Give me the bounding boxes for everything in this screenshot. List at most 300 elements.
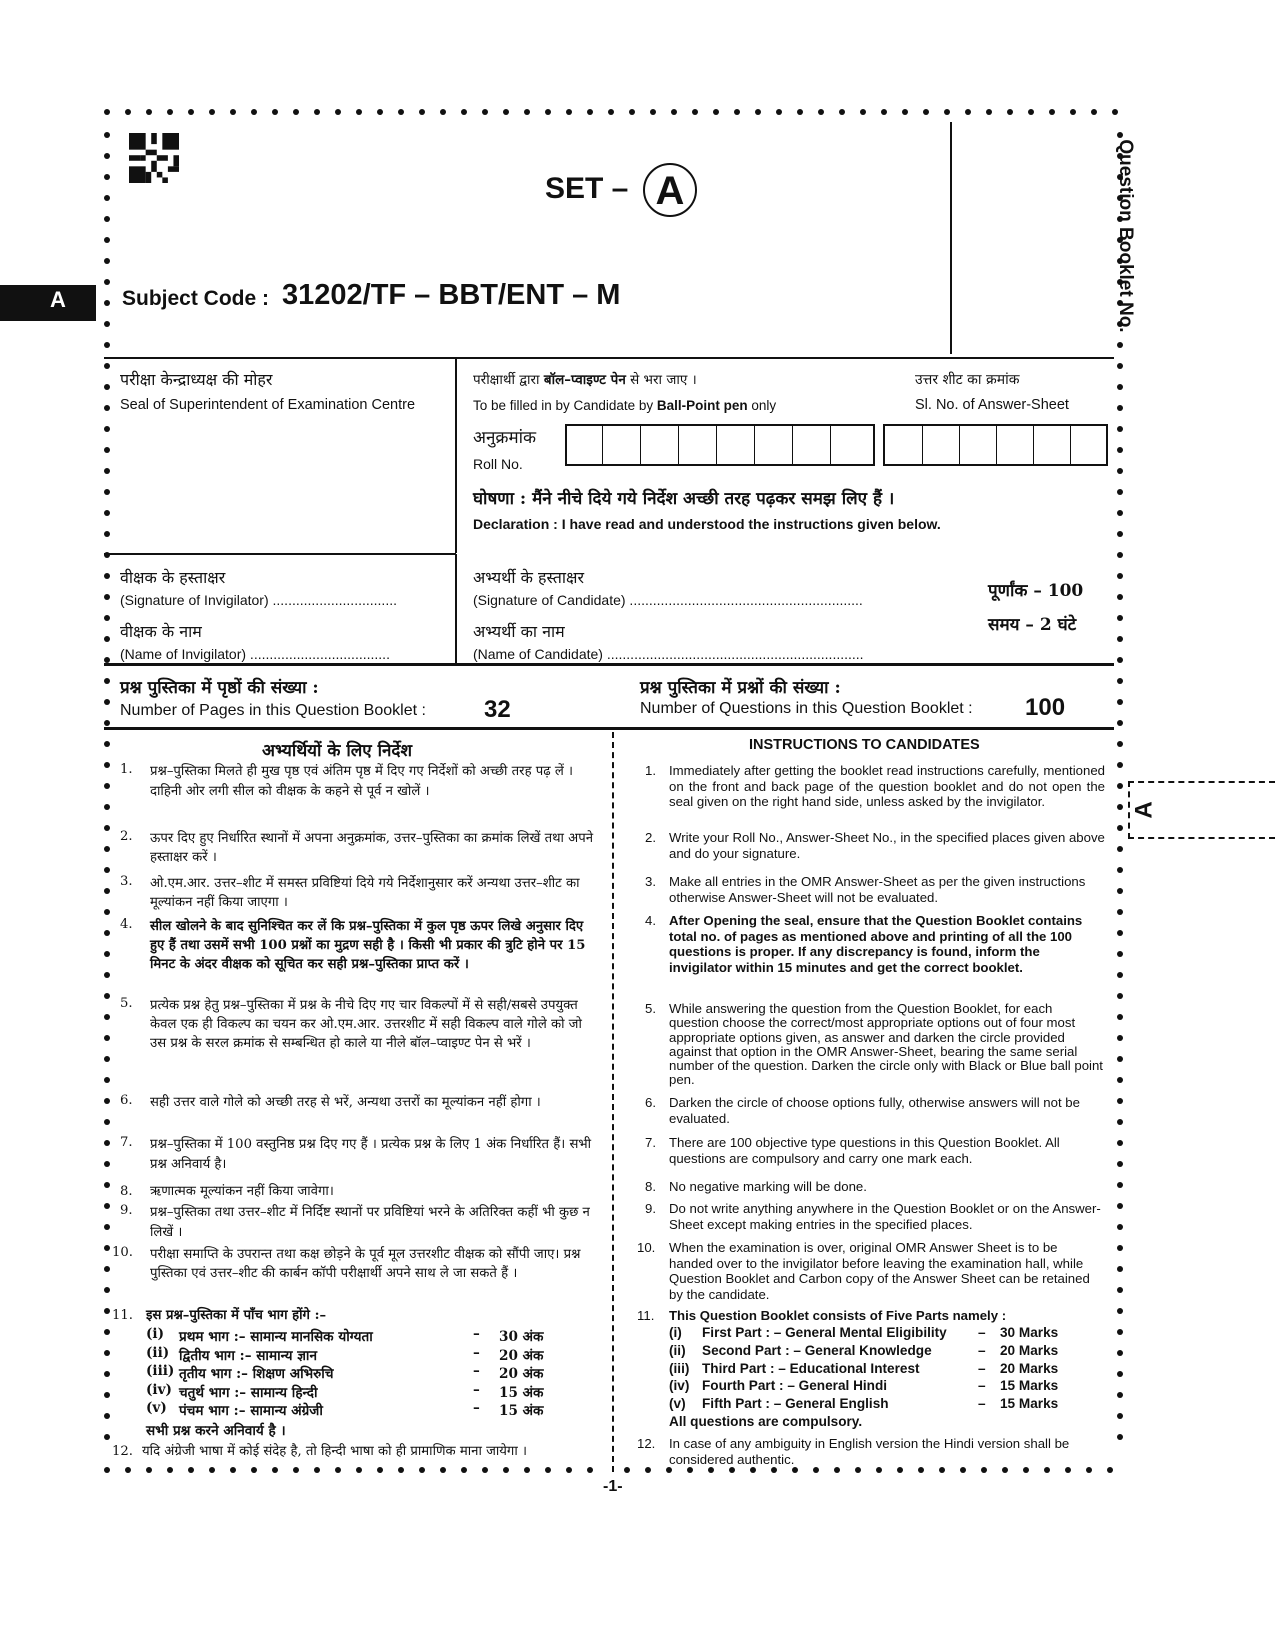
en-instruction-number: 11. — [637, 1308, 655, 1323]
border-dot — [104, 573, 110, 579]
border-dot — [708, 1467, 714, 1473]
hi-instruction — [120, 762, 598, 802]
border-dot — [944, 109, 950, 115]
declaration-hi: घोषणा : मैंने नीचे दिये गये निर्देश अच्छी तरह पढ़कर समझ लिए हैं । — [473, 489, 895, 509]
en-instruction-number: 10. — [637, 1240, 656, 1255]
border-dot — [482, 109, 488, 115]
questions-hi: प्रश्न पुस्तिका में प्रश्नों की संख्या : — [640, 678, 841, 698]
border-dot — [104, 1350, 110, 1356]
border-dot — [419, 109, 425, 115]
border-dot — [713, 109, 719, 115]
en-instruction-text: Write your Roll No., Answer-Sheet No., in the specified places given above and do your signature. — [669, 830, 1105, 861]
border-dot — [104, 720, 110, 726]
border-dot — [1117, 1056, 1123, 1062]
border-dot — [104, 1140, 110, 1146]
border-dot — [1117, 1371, 1123, 1377]
border-dot — [104, 1119, 110, 1125]
border-dot — [104, 825, 110, 831]
border-dot — [104, 405, 110, 411]
part-dash: – — [473, 1344, 480, 1361]
border-dot — [377, 109, 383, 115]
border-dot — [1117, 888, 1123, 894]
border-dot — [545, 109, 551, 115]
border-dot — [1117, 930, 1123, 936]
border-dot — [1117, 405, 1123, 411]
en-instruction-text: While answering the question from the Question Booklet, for each question choose the correct/most appropriate options out of four most appropriate options given, as answer and darken the circle provided against that option in the OMR Answer-Sheet, bearing the same serial number of the question. Darken the circle only with Black or Blue ball point pen. — [669, 1001, 1103, 1088]
border-dot — [104, 1392, 110, 1398]
border-dot — [897, 1467, 903, 1473]
border-dot — [104, 258, 110, 264]
border-dot — [1117, 846, 1123, 852]
max-marks: पूर्णांक – 100 — [988, 581, 1084, 601]
border-dot — [104, 762, 110, 768]
border-dot — [104, 216, 110, 222]
cand-name-en: (Name of Candidate) .................................................................. — [473, 646, 864, 662]
part-roman: (iii) — [146, 1363, 175, 1379]
hi-instruction-number: 7. — [120, 1135, 133, 1150]
border-dot — [314, 1467, 320, 1473]
border-dot — [104, 909, 110, 915]
border-dot — [104, 678, 110, 684]
en-instruction — [645, 1201, 1105, 1232]
part-roman: (i) — [669, 1325, 682, 1340]
fill-en — [473, 398, 776, 413]
border-dot — [729, 1467, 735, 1473]
border-dot — [293, 1467, 299, 1473]
pages-value: 32 — [484, 696, 511, 723]
en-instruction — [637, 1436, 1105, 1467]
border-dot — [1117, 1308, 1123, 1314]
border-dot — [1117, 1329, 1123, 1335]
part-marks: 20 अंक — [499, 1347, 544, 1364]
border-dot — [104, 237, 110, 243]
border-dot — [104, 1287, 110, 1293]
border-dot — [104, 1161, 110, 1167]
border-dot — [1117, 1203, 1123, 1209]
hi-instruction-text: ऊपर दिए हुए निर्धारित स्थानों में अपना अनुक्रमांक, उत्तर–पुस्तिका का क्रमांक लिखें तथा अपने हस्ताक्षर करें । — [150, 831, 594, 865]
border-dot — [1117, 909, 1123, 915]
hi-instruction — [120, 1135, 598, 1175]
en-instruction-text: No negative marking will be done. — [669, 1179, 867, 1194]
answer-sheet-number-boxes[interactable] — [883, 424, 1108, 466]
border-dot — [876, 1467, 882, 1473]
border-dot — [356, 109, 362, 115]
border-dot — [750, 1467, 756, 1473]
border-dot — [1117, 426, 1123, 432]
fill-en-post: only — [747, 398, 777, 413]
border-dot — [104, 1035, 110, 1041]
border-dot — [671, 109, 677, 115]
border-dot — [1117, 972, 1123, 978]
border-dot — [104, 468, 110, 474]
border-dot — [146, 1467, 152, 1473]
border-dot — [188, 1467, 194, 1473]
fill-en-bold: Ball-Point pen — [656, 398, 748, 413]
border-dot — [1049, 109, 1055, 115]
hi-instruction — [120, 1184, 598, 1200]
border-dot — [587, 109, 593, 115]
border-dot — [104, 1467, 110, 1473]
border-dot — [104, 1203, 110, 1209]
en-instruction-number: 8. — [645, 1179, 656, 1194]
border-dot — [1117, 1392, 1123, 1398]
hi-instruction — [120, 1093, 598, 1112]
border-dot — [461, 109, 467, 115]
border-dot — [1117, 783, 1123, 789]
hi-instruction — [112, 1444, 598, 1460]
border-dot — [104, 1329, 110, 1335]
border-dot — [272, 1467, 278, 1473]
seal-en: Seal of Superintendent of Examination Centre — [120, 397, 416, 413]
hi-instruction-text: यदि अंग्रेजी भाषा में कोई संदेह है, तो हिन्दी भाषा को ही प्रामाणिक माना जायेगा । — [142, 1444, 527, 1459]
border-dot — [939, 1467, 945, 1473]
border-dot — [104, 300, 110, 306]
border-dot — [1117, 951, 1123, 957]
hi-instruction-number: 12. — [112, 1444, 133, 1459]
hi-instruction — [112, 1245, 598, 1283]
en-instruction — [645, 874, 1105, 905]
border-dot — [104, 993, 110, 999]
fill-hi-pre: परीक्षार्थी द्वारा — [473, 372, 544, 388]
border-dot — [813, 1467, 819, 1473]
border-dot — [965, 109, 971, 115]
page-number: -1- — [603, 1478, 623, 1495]
border-dot — [986, 109, 992, 115]
border-dot — [104, 279, 110, 285]
border-dot — [1117, 720, 1123, 726]
hi-instruction-number: 11. — [112, 1308, 133, 1323]
part-marks: 15 Marks — [1000, 1396, 1059, 1412]
en-instruction-number: 2. — [645, 830, 656, 845]
booklet-no-divider — [950, 122, 952, 354]
en-heading: INSTRUCTIONS TO CANDIDATES — [749, 737, 980, 753]
border-dot — [377, 1467, 383, 1473]
border-dot — [1117, 804, 1123, 810]
border-dot — [104, 930, 110, 936]
border-dot — [1086, 1467, 1092, 1473]
border-dot — [104, 1371, 110, 1377]
part-name: तृतीय भाग :– शिक्षण अभिरुचि — [179, 1366, 334, 1382]
border-dot — [104, 342, 110, 348]
cand-name-hi: अभ्यर्थी का नाम — [473, 622, 565, 641]
border-dot — [1117, 1434, 1123, 1440]
border-dot — [419, 1467, 425, 1473]
border-dot — [503, 109, 509, 115]
border-dot — [1117, 1182, 1123, 1188]
part-marks: 15 Marks — [1000, 1378, 1059, 1394]
roll-number-boxes[interactable] — [565, 424, 875, 466]
en-instruction — [645, 913, 1105, 975]
border-dot — [818, 109, 824, 115]
border-dot — [524, 109, 530, 115]
border-dot — [440, 1467, 446, 1473]
border-dot — [1117, 531, 1123, 537]
border-dot — [1117, 1077, 1123, 1083]
border-dot — [981, 1467, 987, 1473]
border-dot — [1117, 615, 1123, 621]
border-dot — [230, 109, 236, 115]
border-dot — [608, 109, 614, 115]
side-tab-label: A — [50, 287, 66, 312]
border-dot — [104, 888, 110, 894]
part-name: Fifth Part : – General English — [702, 1396, 889, 1412]
border-dot — [1023, 1467, 1029, 1473]
border-dot — [1117, 1014, 1123, 1020]
border-dot — [335, 1467, 341, 1473]
en-instruction-text: In case of any ambiguity in English version the Hindi version shall be considered authentic. — [669, 1436, 1070, 1467]
border-dot — [1117, 594, 1123, 600]
hi-instruction-text: प्रश्न–पुस्तिका में 100 वस्तुनिष्ठ प्रश्न दिए गए हैं । प्रत्येक प्रश्न के लिए 1 अंक निर्धारित हैं। सभी प्रश्न अनिवार्य है। — [150, 1137, 592, 1172]
border-dot — [587, 1467, 593, 1473]
answer-sheet-en: Sl. No. of Answer-Sheet — [915, 397, 1069, 413]
part-dash: – — [473, 1326, 480, 1342]
border-dot — [629, 109, 635, 115]
en-instruction — [637, 1308, 1105, 1324]
border-dot — [797, 109, 803, 115]
border-dot — [104, 636, 110, 642]
part-dash: – — [473, 1381, 480, 1398]
part-marks: 30 अंक — [499, 1329, 544, 1345]
border-dot — [104, 132, 110, 138]
part-roman: (iv) — [669, 1378, 690, 1394]
border-dot — [566, 1467, 572, 1473]
hi-instruction — [112, 1308, 598, 1324]
border-dot — [104, 153, 110, 159]
border-dot — [792, 1467, 798, 1473]
part-name: पंचम भाग :– सामान्य अंग्रेजी — [179, 1403, 323, 1419]
part-roman: (v) — [669, 1396, 686, 1412]
border-dot — [755, 109, 761, 115]
border-dot — [1007, 109, 1013, 115]
en-instruction-number: 3. — [645, 874, 656, 889]
border-dot — [1028, 109, 1034, 115]
border-dot — [167, 109, 173, 115]
part-dash: – — [978, 1360, 986, 1376]
border-dot — [104, 195, 110, 201]
border-dot — [902, 109, 908, 115]
border-dot — [1117, 468, 1123, 474]
border-dot — [1112, 109, 1118, 115]
border-dot — [272, 109, 278, 115]
part-dash: – — [978, 1342, 986, 1358]
border-dot — [104, 867, 110, 873]
en-instruction-text: Do not write anything anywhere in the Question Booklet or on the Answer-Sheet except making entries in the specified places. — [669, 1201, 1101, 1232]
column-divider — [612, 732, 614, 1472]
border-dot — [503, 1467, 509, 1473]
border-dot — [624, 1467, 630, 1473]
en-parts-footer: All questions are compulsory. — [669, 1414, 863, 1429]
border-dot — [1117, 384, 1123, 390]
en-instruction — [637, 1240, 1105, 1302]
border-dot — [104, 699, 110, 705]
border-dot — [960, 1467, 966, 1473]
border-dot — [1065, 1467, 1071, 1473]
part-roman: (iv) — [146, 1381, 172, 1398]
border-dot — [1117, 1245, 1123, 1251]
time-allowed: समय – 2 घंटे — [988, 615, 1077, 635]
border-dot — [881, 109, 887, 115]
border-dot — [1117, 825, 1123, 831]
border-dot — [645, 1467, 651, 1473]
border-dot — [1117, 1413, 1123, 1419]
hi-instruction-number: 1. — [120, 762, 133, 777]
part-name: Fourth Part : – General Hindi — [702, 1378, 888, 1394]
declaration-en: Declaration : I have read and understood the instructions given below. — [473, 516, 941, 532]
border-dot — [188, 109, 194, 115]
en-instruction — [645, 1095, 1105, 1126]
en-instruction-text: Darken the circle of choose options fully, otherwise answers will not be evaluated. — [669, 1095, 1080, 1126]
border-dot — [104, 447, 110, 453]
hi-instruction — [120, 996, 598, 1053]
hi-parts-footer: सभी प्रश्न करने अनिवार्य है । — [146, 1423, 286, 1439]
hi-instruction-text: परीक्षा समाप्ति के उपरान्त तथा कक्ष छोड़ने के पूर्व मूल उत्तरशीट वीक्षक को सौंपी जाए। प्रश्न पुस्तिका एवं उत्तर–शीट की कार्बन कॉपी परीक्षार्थी अपने साथ ले जा सकते हैं । — [150, 1247, 581, 1281]
border-dot — [314, 109, 320, 115]
fill-hi-post: से भरा जाए । — [625, 372, 697, 388]
border-dot — [1117, 1266, 1123, 1272]
part-name: First Part : – General Mental Eligibility — [702, 1325, 947, 1340]
border-dot — [440, 109, 446, 115]
border-dot — [104, 615, 110, 621]
cand-sig-en: (Signature of Candidate) ............................................................ — [473, 592, 863, 608]
part-marks: 20 Marks — [1000, 1360, 1059, 1376]
border-dot — [104, 1014, 110, 1020]
hi-instruction-number: 3. — [120, 874, 133, 889]
en-instruction-text: After Opening the seal, ensure that the Question Booklet contains total no. of pages as mentioned above and printing of all the 100 questions is proper. If any discrepancy is found, inform the invigilator within 15 minutes and get the correct booklet. — [669, 913, 1083, 975]
part-roman: (iii) — [669, 1360, 690, 1376]
hi-instruction-number: 8. — [120, 1184, 133, 1199]
border-dot — [104, 783, 110, 789]
declaration-divider — [456, 553, 1114, 554]
part-marks: 30 Marks — [1000, 1325, 1059, 1340]
hi-instruction-text: इस प्रश्न–पुस्तिका में पाँच भाग होंगे :– — [146, 1308, 327, 1323]
en-instruction-number: 9. — [645, 1201, 656, 1216]
border-dot — [1117, 447, 1123, 453]
border-dot — [104, 1056, 110, 1062]
hi-instruction-number: 5. — [120, 996, 133, 1011]
border-dot — [125, 1467, 131, 1473]
en-instruction — [645, 1002, 1105, 1088]
border-dot — [1117, 1140, 1123, 1146]
en-instruction — [645, 1135, 1105, 1166]
hi-instruction — [120, 829, 598, 867]
instructions-top-line — [104, 727, 1114, 730]
border-dot — [104, 741, 110, 747]
answer-sheet-hi: उत्तर शीट का क्रमांक — [915, 372, 1020, 388]
border-dot — [524, 1467, 530, 1473]
border-dot — [1091, 109, 1097, 115]
border-dot — [356, 1467, 362, 1473]
invig-sig-hi: वीक्षक के हस्ताक्षर — [120, 568, 226, 587]
border-dot — [1070, 109, 1076, 115]
side-tab — [0, 285, 96, 321]
hi-instruction — [120, 917, 598, 974]
border-dot — [1117, 1035, 1123, 1041]
border-dot — [104, 1413, 110, 1419]
border-dot — [860, 109, 866, 115]
border-dot — [666, 1467, 672, 1473]
border-dot — [1117, 993, 1123, 999]
border-dot — [104, 321, 110, 327]
border-dot — [650, 109, 656, 115]
border-dot — [104, 1434, 110, 1440]
border-dot — [1117, 636, 1123, 642]
border-dot — [398, 109, 404, 115]
part-roman: (ii) — [146, 1344, 170, 1361]
part-marks: 20 Marks — [1000, 1342, 1059, 1358]
border-dot — [167, 1467, 173, 1473]
border-dot — [1117, 1119, 1123, 1125]
border-dot — [839, 109, 845, 115]
part-name: द्वितीय भाग :– सामान्य ज्ञान — [179, 1347, 317, 1364]
en-instruction-text: Make all entries in the OMR Answer-Sheet as per the given instructions otherwise Answer-Sheet will not be evaluated. — [669, 874, 1086, 905]
border-dot — [1107, 1467, 1113, 1473]
en-instruction — [645, 1179, 1105, 1195]
border-dot — [104, 1077, 110, 1083]
subject-code-label: Subject Code : — [122, 287, 270, 310]
border-dot — [566, 109, 572, 115]
border-dot — [104, 846, 110, 852]
invig-sig-en: (Signature of Invigilator) ................................ — [120, 592, 397, 608]
border-dot — [230, 1467, 236, 1473]
border-dot — [482, 1467, 488, 1473]
seal-hi: परीक्षा केन्द्राध्यक्ष की मोहर — [120, 370, 273, 389]
border-dot — [293, 109, 299, 115]
en-instruction-text: There are 100 objective type questions in this Question Booklet. All questions are compulsory and carry one mark each. — [669, 1135, 1060, 1166]
invig-name-hi: वीक्षक के नाम — [120, 622, 202, 641]
hi-instruction-text: प्रश्न–पुस्तिका मिलते ही मुख पृष्ठ एवं अंतिम पृष्ठ में दिए गए निर्देशों को अच्छी तरह पढ़ लें । दाहिनी ओर लगी सील को वीक्षक के कहने से पूर्व न खोलें । — [150, 764, 573, 799]
roll-en: Roll No. — [473, 456, 523, 472]
border-dot — [855, 1467, 861, 1473]
en-instruction-number: 12. — [637, 1436, 656, 1451]
border-dot — [1117, 678, 1123, 684]
border-dot — [104, 510, 110, 516]
en-instruction-text: This Question Booklet consists of Five Parts namely : — [669, 1308, 1007, 1323]
hi-instruction-number: 9. — [120, 1203, 133, 1218]
border-dot — [104, 1098, 110, 1104]
part-marks: 20 अंक — [499, 1366, 544, 1382]
set-letter: A — [643, 163, 697, 217]
subject-code-value: 31202/TF – BBT/ENT – M — [282, 279, 621, 311]
questions-value: 100 — [1025, 694, 1066, 721]
border-dot — [104, 109, 110, 115]
en-instruction — [645, 830, 1105, 861]
border-dot — [834, 1467, 840, 1473]
part-dash: – — [473, 1363, 480, 1379]
border-dot — [734, 109, 740, 115]
hi-instruction-text: ओ.एम.आर. उत्तर–शीट में समस्त प्रविष्टियां दिये गये निर्देशानुसार करें अन्यथा उत्तर–शीट का मूल्यांकन नहीं किया जाएगा । — [150, 876, 580, 910]
en-instruction-number: 5. — [645, 1001, 656, 1016]
border-dot — [104, 951, 110, 957]
border-dot — [692, 109, 698, 115]
border-dot — [545, 1467, 551, 1473]
part-name: चतुर्थ भाग :– सामान्य हिन्दी — [179, 1384, 318, 1401]
part-marks: 15 अंक — [499, 1384, 544, 1401]
part-dash: – — [473, 1400, 480, 1416]
hi-instruction — [120, 874, 598, 912]
fill-hi-bold: बॉल–प्वाइण्ट पेन — [543, 372, 626, 388]
border-dot — [104, 384, 110, 390]
seal-bottom-line — [104, 553, 456, 555]
en-instruction — [645, 763, 1105, 810]
border-dot — [771, 1467, 777, 1473]
questions-en: Number of Questions in this Question Booklet : — [640, 700, 973, 717]
border-dot — [125, 109, 131, 115]
set-label: SET – — [545, 172, 629, 205]
part-name: Second Part : – General Knowledge — [702, 1342, 932, 1358]
seal-divider — [455, 358, 457, 664]
part-roman: (ii) — [669, 1342, 686, 1358]
border-dot — [461, 1467, 467, 1473]
